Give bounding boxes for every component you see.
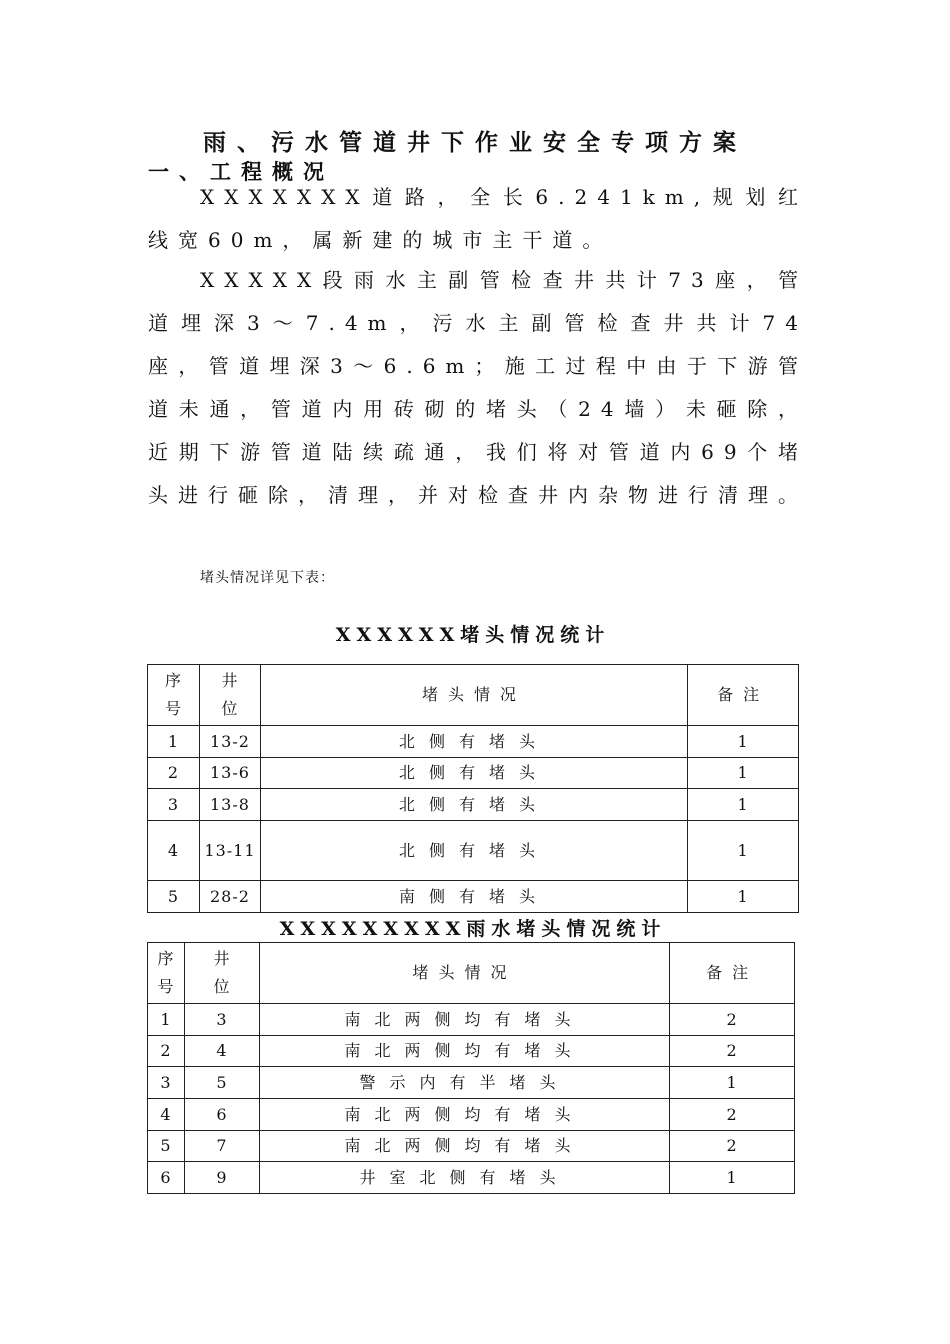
table-note: 堵头情况详见下表： (200, 570, 335, 586)
header-remark: 备注 (688, 665, 799, 726)
cell-remark: 2 (670, 1099, 795, 1131)
cell-well: 13-11 (199, 821, 260, 881)
header-desc: 堵头情况 (259, 943, 669, 1004)
cell-desc: 南北两侧均有堵头 (259, 1004, 669, 1036)
cell-desc: 北侧有堵头 (260, 789, 687, 821)
cell-desc: 北侧有堵头 (260, 821, 687, 881)
header-well: 井位 (184, 943, 259, 1004)
header-no: 序号 (148, 665, 200, 726)
cell-no: 1 (148, 1004, 185, 1036)
table-row (148, 821, 799, 881)
cell-desc: 南北两侧均有堵头 (259, 1099, 669, 1131)
table-row (148, 789, 799, 821)
cell-no: 5 (148, 1131, 185, 1162)
table2-header-row (148, 943, 795, 1004)
table1-title: XXXXXX堵头情况统计 (335, 624, 611, 646)
cell-well: 5 (184, 1067, 259, 1099)
cell-desc: 北侧有堵头 (260, 758, 687, 789)
cell-remark: 1 (688, 821, 799, 881)
section-heading: 一、工程概况 (148, 159, 334, 184)
header-desc: 堵头情况 (260, 665, 687, 726)
cell-well: 9 (184, 1162, 259, 1194)
table-row (148, 1162, 795, 1194)
table-row (148, 1004, 795, 1036)
cell-no: 2 (148, 758, 200, 789)
table-row (148, 726, 799, 758)
table1-header-row (148, 665, 799, 726)
cell-remark: 1 (688, 881, 799, 913)
cell-no: 2 (148, 1036, 185, 1067)
cell-desc: 井室北侧有堵头 (259, 1162, 669, 1194)
table-row (148, 758, 799, 789)
cell-remark: 2 (670, 1004, 795, 1036)
cell-remark: 2 (670, 1036, 795, 1067)
cell-remark: 2 (670, 1131, 795, 1162)
header-no: 序号 (148, 943, 185, 1004)
cell-well: 6 (184, 1099, 259, 1131)
cell-well: 13-2 (199, 726, 260, 758)
cell-no: 5 (148, 881, 200, 913)
cell-remark: 1 (670, 1162, 795, 1194)
cell-remark: 1 (688, 726, 799, 758)
table2 (147, 942, 795, 1194)
table2-title: XXXXXXXXX雨水堵头情况统计 (279, 918, 667, 940)
table-row (148, 881, 799, 913)
cell-desc: 南北两侧均有堵头 (259, 1131, 669, 1162)
cell-desc: 警示内有半堵头 (259, 1067, 669, 1099)
cell-well: 28-2 (199, 881, 260, 913)
header-well: 井位 (199, 665, 260, 726)
paragraph-details: XXXXX段雨水主副管检查井共计73座，管道埋深3～7.4m，污水主副管检查井共计74座，管道埋深3～6.6m；施工过程中由于下游管道未通，管道内用砖砌的堵头（24墙）未砸除，近期下游管道陆续疏通，我们将对管道内69个堵头进行砸除，清理，并对检查井内杂物进行清理。 (148, 268, 808, 507)
cell-no: 4 (148, 1099, 185, 1131)
cell-well: 7 (184, 1131, 259, 1162)
cell-well: 3 (184, 1004, 259, 1036)
table-row (148, 1067, 795, 1099)
cell-desc: 南侧有堵头 (260, 881, 687, 913)
table-row (148, 1131, 795, 1162)
cell-no: 1 (148, 726, 200, 758)
header-remark: 备注 (670, 943, 795, 1004)
table1 (147, 664, 799, 913)
cell-well: 13-8 (199, 789, 260, 821)
cell-well: 13-6 (199, 758, 260, 789)
cell-remark: 1 (688, 789, 799, 821)
paragraph-overview: XXXXXXX道路，全长6.241km,规划红线宽60m，属新建的城市主干道。 (148, 185, 808, 252)
cell-desc: 南北两侧均有堵头 (259, 1036, 669, 1067)
cell-no: 3 (148, 1067, 185, 1099)
table-row (148, 1099, 795, 1131)
cell-desc: 北侧有堵头 (260, 726, 687, 758)
cell-remark: 1 (670, 1067, 795, 1099)
table-row (148, 1036, 795, 1067)
cell-no: 6 (148, 1162, 185, 1194)
cell-well: 4 (184, 1036, 259, 1067)
cell-no: 3 (148, 789, 200, 821)
cell-no: 4 (148, 821, 200, 881)
cell-remark: 1 (688, 758, 799, 789)
document-title: 雨、污水管道井下作业安全专项方案 (203, 129, 747, 156)
